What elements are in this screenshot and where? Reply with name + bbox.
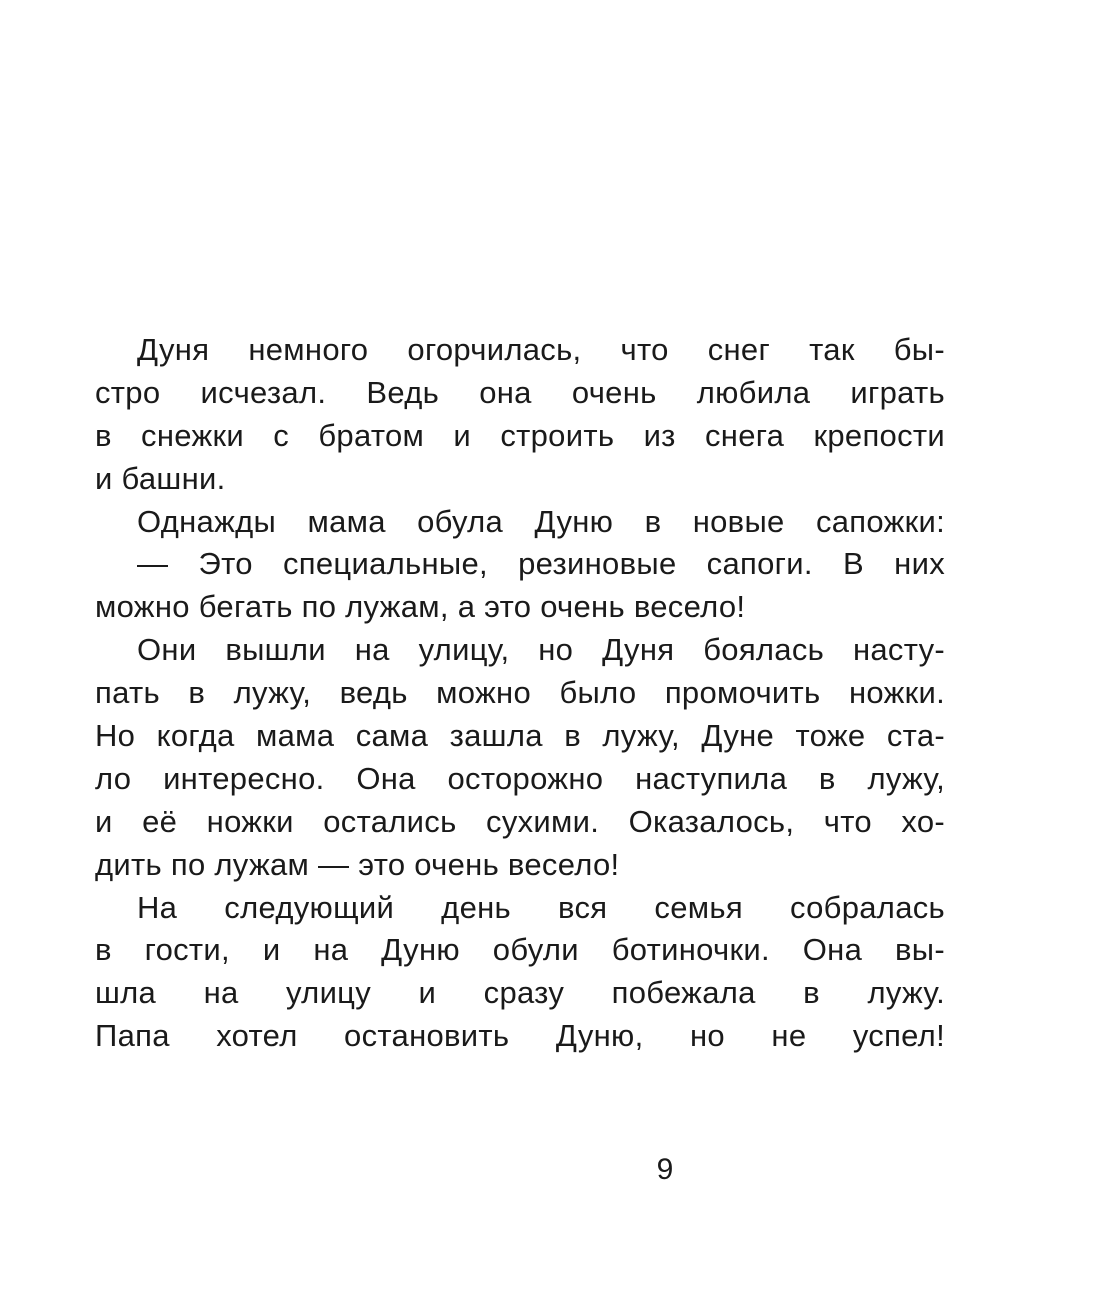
text-line: Они вышли на улицу, но Дуня боялась насту- [137, 632, 945, 668]
text-line: пать в лужу, ведь можно было промочить ножки. [95, 675, 945, 711]
text-line: шла на улицу и сразу побежала в лужу. [95, 975, 945, 1011]
text-line: дить по лужам — это очень весело! [95, 846, 620, 882]
text-line: Но когда мама сама зашла в лужу, Дуне тоже ста- [95, 718, 945, 754]
text-line: и её ножки остались сухими. Оказалось, что хо- [95, 803, 945, 839]
text-line: — Это специальные, резиновые сапоги. В них [137, 546, 945, 582]
text-line: Дуня немного огорчилась, что снег так бы- [137, 332, 945, 367]
story-text [95, 329, 945, 1058]
text-line: в снежки с братом и строить из снега крепости [95, 417, 945, 453]
text-line: в гости, и на Дуню обули ботиночки. Она вы- [95, 932, 945, 968]
page-number: 9 [656, 1153, 674, 1186]
text-line: На следующий день вся семья собралась [137, 889, 945, 925]
text-line: Однажды мама обула Дуню в новые сапожки: [137, 503, 945, 539]
text-line: ло интересно. Она осторожно наступила в лужу, [95, 760, 945, 796]
text-line: Папа хотел остановить Дуню, но не успел! [95, 1018, 945, 1054]
text-line: можно бегать по лужам, а это очень весело! [95, 589, 746, 625]
text-line: стро исчезал. Ведь она очень любила играть [95, 374, 945, 410]
text-line: и башни. [95, 460, 226, 496]
